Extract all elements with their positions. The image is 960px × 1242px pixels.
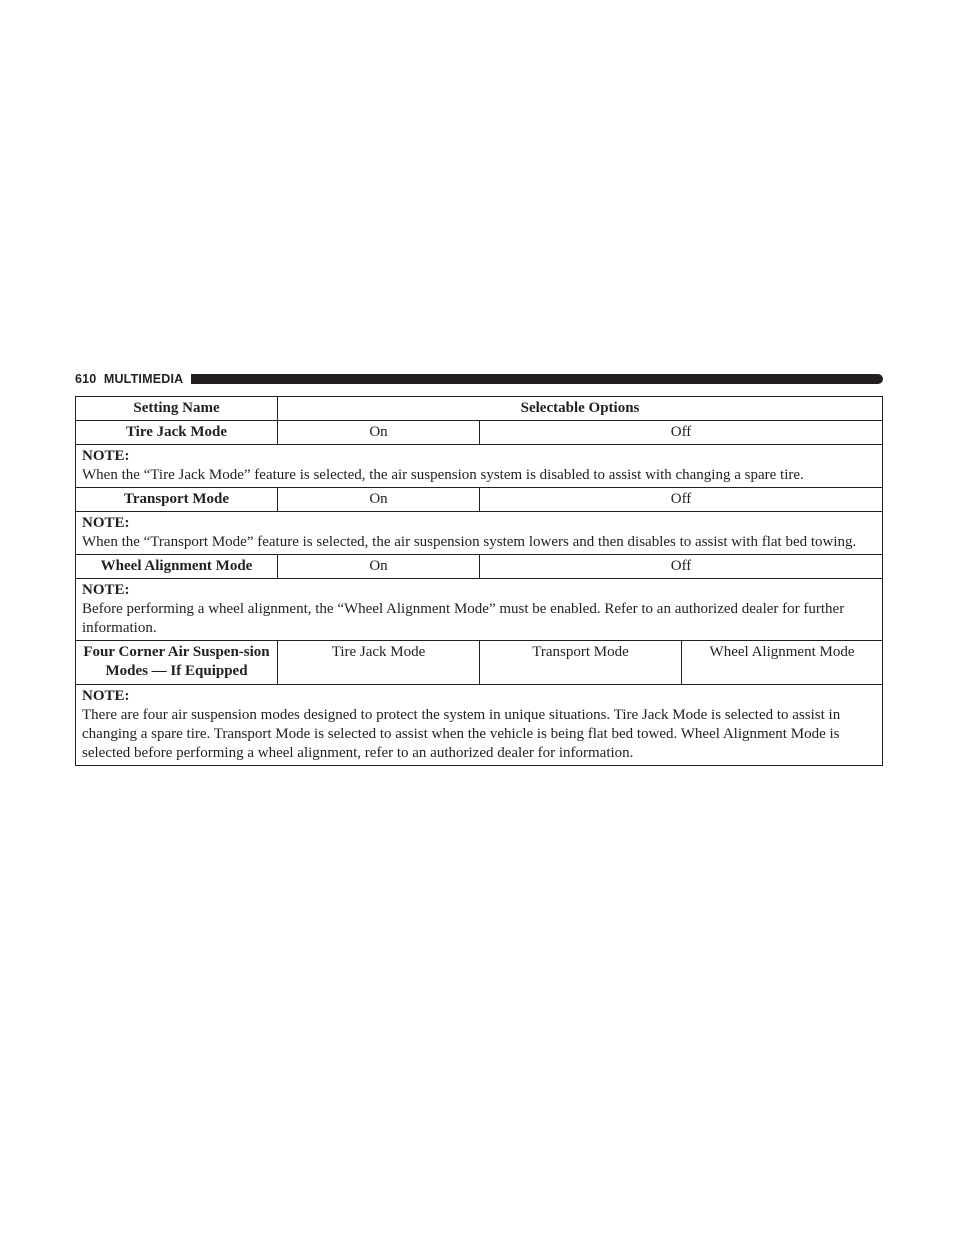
option-off: Off	[480, 488, 883, 512]
page-header	[75, 371, 883, 387]
section-title: MULTIMEDIA	[103, 372, 184, 386]
setting-name: Wheel Alignment Mode	[76, 555, 278, 579]
note-title: NOTE:	[82, 515, 130, 531]
table-header-row	[76, 397, 883, 421]
table-row	[76, 555, 883, 579]
option-on: On	[278, 421, 480, 445]
option-off: Off	[480, 421, 883, 445]
option-off: Off	[480, 555, 883, 579]
option-on: On	[278, 555, 480, 579]
note-title: NOTE:	[82, 688, 130, 704]
option-transport-mode: Transport Mode	[480, 641, 682, 685]
note-row	[76, 579, 883, 641]
note-text: When the “Transport Mode” feature is selected, the air suspension system lowers and then disables to assist with flat bed towing.	[82, 534, 857, 550]
option-on: On	[278, 488, 480, 512]
setting-name: Transport Mode	[76, 488, 278, 512]
table-row	[76, 421, 883, 445]
option-wheel-alignment-mode: Wheel Alignment Mode	[682, 641, 883, 685]
setting-name: Tire Jack Mode	[76, 421, 278, 445]
header-rule	[191, 374, 883, 384]
note-text: When the “Tire Jack Mode” feature is selected, the air suspension system is disabled to assist with changing a spare tire.	[82, 467, 804, 483]
note-cell	[76, 579, 883, 641]
note-title: NOTE:	[82, 448, 130, 464]
note-row	[76, 685, 883, 766]
page-header-label	[75, 372, 183, 386]
note-text: Before performing a wheel alignment, the “Wheel Alignment Mode” must be enabled. Refer to an authorized dealer for further information.	[82, 601, 845, 636]
table-row	[76, 488, 883, 512]
table-row	[76, 641, 883, 685]
column-header-setting-name: Setting Name	[76, 397, 278, 421]
column-header-selectable-options: Selectable Options	[278, 397, 883, 421]
note-cell	[76, 512, 883, 555]
note-row	[76, 512, 883, 555]
note-row	[76, 445, 883, 488]
note-cell	[76, 445, 883, 488]
note-title: NOTE:	[82, 582, 130, 598]
note-text: There are four air suspension modes designed to protect the system in unique situations. Tire Jack Mode is selected to assist in changing a spare tire. Transport Mode is selected to assist when the vehicle is being flat bed towed. Wheel Alignment Mode is selected before performing a wheel alignment, refer to an authorized dealer for information.	[82, 707, 841, 761]
setting-name: Four Corner Air Suspen-sion Modes — If Equipped	[76, 641, 278, 685]
page-number: 610	[75, 372, 97, 386]
settings-table	[75, 396, 883, 766]
option-tire-jack-mode: Tire Jack Mode	[278, 641, 480, 685]
note-cell	[76, 685, 883, 766]
